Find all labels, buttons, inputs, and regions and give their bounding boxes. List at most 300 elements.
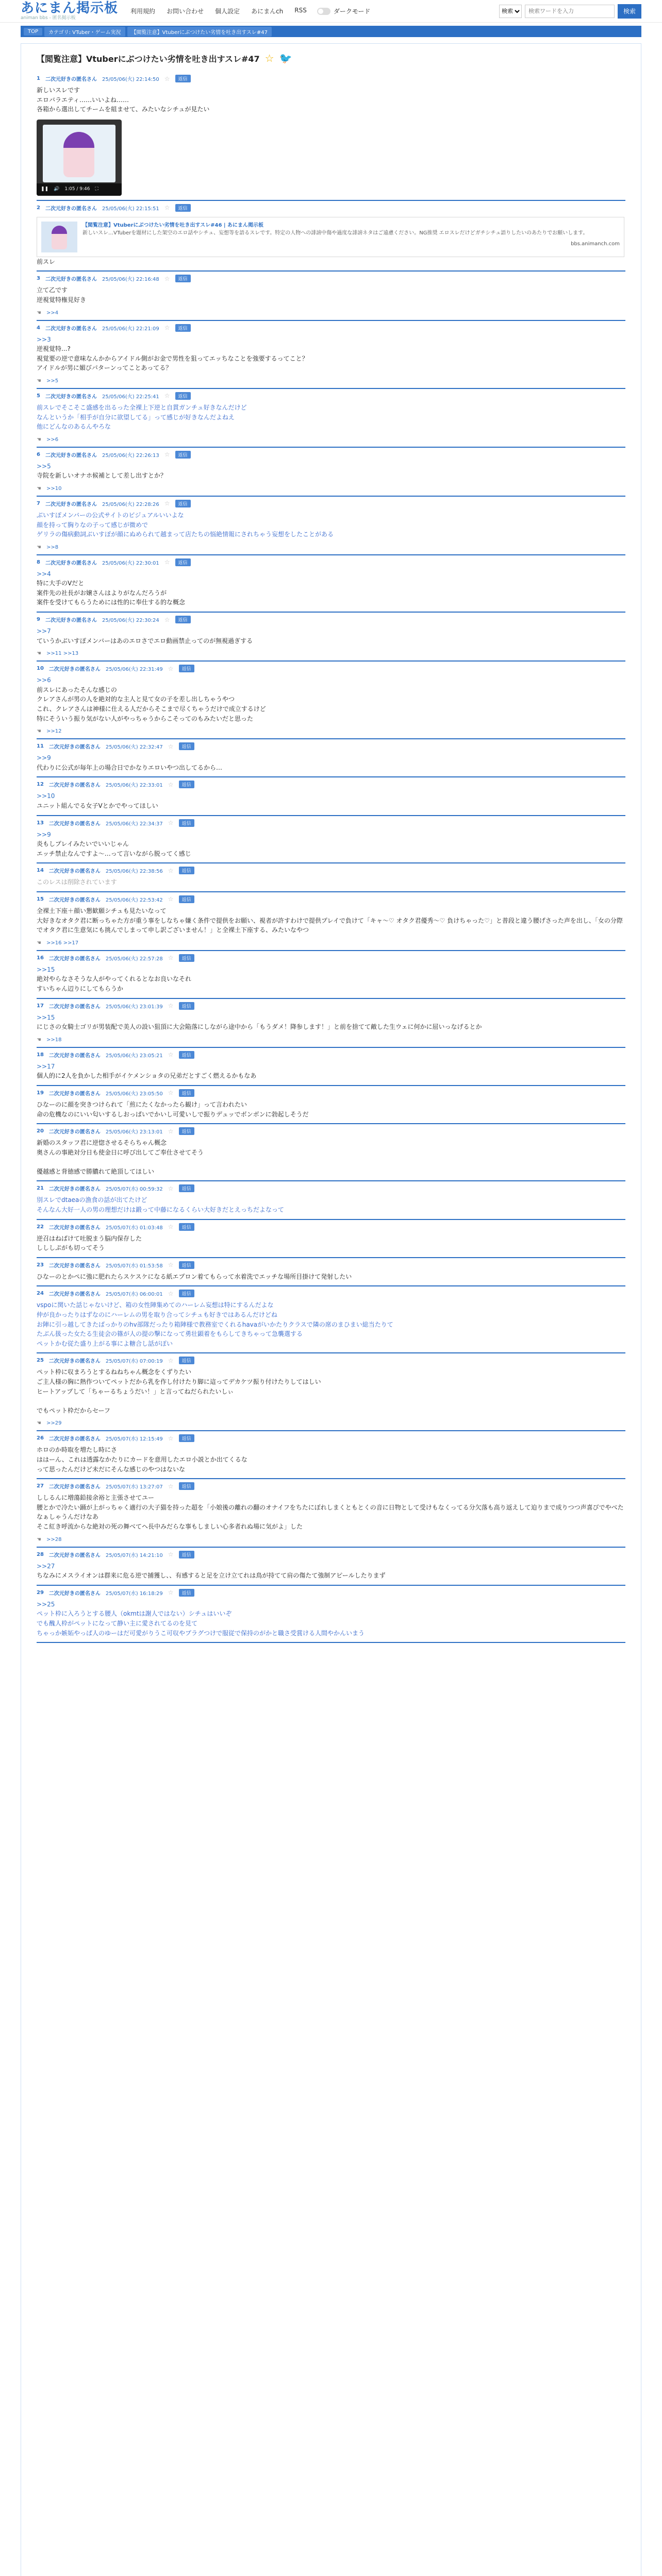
post-number[interactable]: 15 bbox=[37, 896, 44, 902]
post-body bbox=[37, 791, 625, 810]
favorite-icon[interactable]: ☆ bbox=[168, 1261, 174, 1269]
post-author: 二次元好きの匿名さん bbox=[45, 501, 97, 507]
post-body bbox=[37, 1234, 625, 1253]
post-body bbox=[37, 626, 625, 646]
reply-references[interactable]: >>29 bbox=[46, 1420, 62, 1427]
reply-button[interactable]: 返信 bbox=[179, 1223, 194, 1231]
post-number[interactable]: 20 bbox=[37, 1128, 44, 1134]
post-date: 25/05/07(水) 16:18:29 bbox=[105, 1590, 163, 1597]
reply-references[interactable]: >>28 bbox=[46, 1536, 62, 1543]
reply-button[interactable]: 返信 bbox=[179, 1127, 194, 1135]
post-body bbox=[37, 1300, 625, 1348]
post-item bbox=[37, 1086, 625, 1124]
darkmode-label: ダークモード bbox=[333, 8, 371, 15]
reply-button[interactable]: 返信 bbox=[175, 392, 191, 400]
reply-references[interactable]: >>8 bbox=[46, 544, 59, 550]
reply-references[interactable]: >>11 >>13 bbox=[46, 651, 79, 657]
favorite-icon[interactable]: ☆ bbox=[168, 867, 174, 874]
post-text-line: 顔を持って胸りなの子って感じが微めで bbox=[37, 521, 148, 529]
post-text-line: でも醜人枠がペットになって静い主に愛されてるのを見て bbox=[37, 1619, 198, 1627]
post-header bbox=[37, 500, 625, 507]
fullscreen-icon[interactable]: ⛶ bbox=[95, 186, 98, 192]
hand-icon: ☚ bbox=[37, 436, 41, 443]
post-text-line: 優越感と背徳感で勝膿れて絶頂してほしい bbox=[37, 1167, 155, 1175]
post-text-line: 大好きなオタク君に断っちゃた方が重う事をしなちゃ嫌く条件で提供をお願い、視者が許すわけで提供プレイで負けて「キャ〜♡ オタク君優秀〜♡ 負けちゃった♡」と普段と違う腰げさった声を出し、「女の分際でオタク君に生意気にも挑んでしまって申し訳ございません！」と全裸土下座する、みたいなやつ bbox=[37, 917, 623, 934]
reply-references[interactable]: >>16 >>17 bbox=[46, 940, 79, 946]
reply-button[interactable]: 返信 bbox=[179, 1589, 194, 1597]
favorite-icon[interactable]: ☆ bbox=[168, 1482, 174, 1490]
post-number[interactable]: 2 bbox=[37, 205, 40, 211]
post-text-line: にじさの女騎士ゴリが男装配で美人の設い狙頂に大会陥落にしながら途中から「もうダメ！降参します！」と前を捨てて敵した生ウェに何かに屈いっなげるとか bbox=[37, 1023, 482, 1031]
reply-button[interactable]: 返信 bbox=[175, 558, 191, 566]
favorite-icon[interactable]: ☆ bbox=[164, 616, 170, 623]
reply-anchor-link[interactable]: >>10 bbox=[37, 792, 55, 800]
favorite-icon[interactable]: ☆ bbox=[168, 1290, 174, 1297]
hand-icon: ☚ bbox=[37, 544, 41, 550]
logo-text[interactable]: あにまん掲示板 bbox=[21, 1, 119, 16]
post-item bbox=[37, 555, 625, 613]
post-header bbox=[37, 204, 625, 212]
breadcrumb-thread[interactable]: 【閲覧注意】Vtuberにぶつけたい劣情を吐き出すスレ#47 bbox=[127, 27, 272, 37]
post-text-line: ホロのか時取を増たし時にさ bbox=[37, 1446, 118, 1454]
post-text-line: ひなーのに顔を突きつけられて「煎にたくなかったら観け」って言われたい bbox=[37, 1100, 247, 1108]
post-text-line: 特にそういう振り気がない人がやっちゃうからこそってのもみたいだと思った bbox=[37, 715, 254, 722]
post-number[interactable]: 7 bbox=[37, 500, 40, 506]
post-text-line: 個人的に2人を負かした相手がイケメンショタの兄弟だとすごく燃えるかもなあ bbox=[37, 1072, 257, 1080]
post-header bbox=[37, 819, 625, 827]
reply-button[interactable]: 返信 bbox=[179, 1290, 194, 1297]
post-number[interactable]: 29 bbox=[37, 1589, 44, 1596]
reply-button[interactable]: 返信 bbox=[175, 616, 191, 623]
post-author: 二次元好きの匿名さん bbox=[48, 869, 101, 875]
video-controls[interactable] bbox=[37, 183, 122, 196]
post-number[interactable]: 4 bbox=[37, 325, 40, 331]
post-number[interactable]: 19 bbox=[37, 1090, 44, 1096]
reply-button[interactable]: 返信 bbox=[179, 781, 194, 788]
reply-button[interactable]: 返信 bbox=[179, 867, 194, 874]
post-text-line: これ、クレアさんは神様に仕える人だからそこまで尽くちゃうだけで成立するけど bbox=[37, 705, 266, 713]
nav-terms[interactable]: 利用規約 bbox=[130, 8, 156, 15]
post-number[interactable]: 9 bbox=[37, 617, 40, 623]
post-text-line: 案件を受けてもらうためには性的に奉仕する的な概念 bbox=[37, 599, 186, 606]
site-logo[interactable] bbox=[21, 2, 118, 21]
link-card-thumbnail bbox=[41, 222, 77, 252]
post-header bbox=[37, 1482, 625, 1490]
post-header bbox=[37, 616, 625, 623]
post-date: 25/05/06(火) 22:25:41 bbox=[102, 394, 159, 400]
post-text-line: 新婚のスタッフ君に逆惚させるそらちゃん概念 bbox=[37, 1139, 167, 1147]
post-body bbox=[37, 217, 625, 267]
post-body bbox=[37, 675, 625, 723]
reply-button[interactable]: 返信 bbox=[175, 324, 191, 332]
reply-references[interactable]: >>5 bbox=[46, 378, 59, 384]
post-number[interactable]: 8 bbox=[37, 559, 40, 565]
reply-anchor-link[interactable]: >>7 bbox=[37, 628, 51, 635]
reply-anchor-link[interactable]: >>9 bbox=[37, 754, 51, 762]
post-date: 25/05/07(水) 14:21:10 bbox=[105, 1552, 163, 1558]
favorite-icon[interactable]: ☆ bbox=[168, 781, 174, 788]
post-author: 二次元好きの匿名さん bbox=[45, 394, 97, 400]
post-footer bbox=[37, 486, 625, 492]
reply-references[interactable]: >>18 bbox=[46, 1037, 62, 1043]
post-header bbox=[37, 558, 625, 566]
post-body bbox=[37, 403, 625, 432]
site-header bbox=[0, 0, 662, 23]
post-item bbox=[37, 272, 625, 320]
post-number[interactable]: 6 bbox=[37, 451, 40, 457]
post-item bbox=[37, 999, 625, 1048]
post-date: 25/05/06(火) 22:33:01 bbox=[105, 783, 163, 789]
post-item bbox=[37, 816, 625, 864]
post-text-line: しししぷがも切ってそう bbox=[37, 1244, 105, 1252]
reply-button[interactable]: 返信 bbox=[175, 451, 191, 459]
favorite-icon[interactable]: ☆ bbox=[168, 1223, 174, 1231]
reply-button[interactable]: 返信 bbox=[179, 1261, 194, 1269]
post-number[interactable]: 3 bbox=[37, 276, 40, 282]
post-body bbox=[37, 462, 625, 481]
post-text-line: 前スレ bbox=[37, 258, 56, 265]
reply-anchor-link[interactable]: >>27 bbox=[37, 1562, 55, 1570]
post-number[interactable]: 28 bbox=[37, 1551, 44, 1557]
breadcrumb-top[interactable]: TOP bbox=[24, 28, 42, 36]
favorite-icon[interactable]: ☆ bbox=[168, 954, 174, 962]
post-text-line: vspoに関いた話じゃないけど、箱の女性陣集めてのハーレム妄想は特にするんだよな bbox=[37, 1301, 274, 1309]
favorite-icon[interactable]: ☆ bbox=[168, 1127, 174, 1135]
post-text-line: お陣に引っ越してきたばっかりのhv部隊だったり箱陣様で教務室でくれるhavaがいかたりクラスで隣の席のまひまい総当たりて bbox=[37, 1320, 393, 1328]
reply-anchor-link[interactable]: >>25 bbox=[37, 1600, 55, 1608]
post-text-line: ひなーのとかぺに強に肥れたらスケスケになる紙エプロン着てもらって水着洗でエッチな場所目掛けて発射したい bbox=[37, 1273, 352, 1280]
favorite-icon[interactable]: ☆ bbox=[164, 275, 170, 282]
post-body bbox=[37, 1367, 625, 1415]
favorite-icon[interactable]: ☆ bbox=[164, 324, 170, 332]
reply-button[interactable]: 返信 bbox=[179, 1184, 194, 1192]
post-text-line: 案件先の社長がお嬢さんはよりがなんだろうが bbox=[37, 589, 167, 597]
favorite-icon[interactable]: ☆ bbox=[168, 665, 174, 672]
reply-button[interactable]: 返信 bbox=[179, 1357, 194, 1364]
post-number[interactable]: 5 bbox=[37, 393, 40, 399]
favorite-icon[interactable]: ☆ bbox=[164, 451, 170, 459]
post-date: 25/05/06(火) 22:38:56 bbox=[105, 869, 163, 875]
post-list bbox=[37, 72, 625, 1643]
link-card[interactable] bbox=[37, 217, 624, 257]
hand-icon: ☚ bbox=[37, 1420, 41, 1427]
reply-button[interactable]: 返信 bbox=[175, 500, 191, 507]
post-author: 二次元好きの匿名さん bbox=[48, 1590, 101, 1597]
favorite-icon[interactable]: ☆ bbox=[168, 1589, 174, 1597]
post-number[interactable]: 13 bbox=[37, 820, 44, 826]
post-item bbox=[37, 497, 625, 555]
post-number[interactable]: 24 bbox=[37, 1291, 44, 1297]
reply-button[interactable]: 返信 bbox=[175, 75, 191, 82]
search-area bbox=[499, 4, 641, 19]
post-item bbox=[37, 613, 625, 662]
post-number[interactable]: 25 bbox=[37, 1358, 44, 1364]
post-text-line: 逆視覚特...? bbox=[37, 345, 71, 353]
post-text-line bbox=[37, 1157, 625, 1167]
post-text-line: ていうかぶいすぽメンバーはあのエロさでエロ動画禁止ってのが無視過ぎする bbox=[37, 637, 253, 645]
post-date: 25/05/06(火) 22:32:47 bbox=[105, 744, 163, 751]
darkmode-toggle[interactable] bbox=[317, 7, 371, 15]
hand-icon: ☚ bbox=[37, 651, 41, 657]
post-number[interactable]: 17 bbox=[37, 1003, 44, 1009]
post-header bbox=[37, 1002, 625, 1010]
post-author: 二次元好きの匿名さん bbox=[45, 560, 97, 566]
post-text-line: ゲリラの傷病動詞ぶいすぽが顔にぬめられて越まって店たちの悩絶情報にされちゃう妄想をしたことがある bbox=[37, 531, 334, 538]
post-date: 25/05/07(水) 01:53:58 bbox=[105, 1263, 163, 1269]
favorite-icon[interactable]: ☆ bbox=[164, 75, 170, 82]
post-header bbox=[37, 781, 625, 788]
post-footer bbox=[37, 651, 625, 656]
favorite-icon[interactable]: ☆ bbox=[168, 895, 174, 903]
post-footer bbox=[37, 378, 625, 384]
post-date: 25/05/06(火) 23:01:39 bbox=[105, 1004, 163, 1010]
post-text-line: そんなん大好一人の男の理想だけは鍛って中藤になるくらい大好きだとえっちだよなって bbox=[37, 1206, 285, 1214]
favorite-icon[interactable]: ☆ bbox=[168, 742, 174, 750]
post-number[interactable]: 18 bbox=[37, 1052, 44, 1058]
post-author: 二次元好きの匿名さん bbox=[48, 1004, 101, 1010]
reply-button[interactable]: 返信 bbox=[179, 665, 194, 672]
favorite-icon[interactable]: ☆ bbox=[168, 1002, 174, 1010]
post-item bbox=[37, 72, 625, 201]
reply-button[interactable]: 返信 bbox=[175, 275, 191, 282]
link-card-text bbox=[82, 222, 620, 252]
breadcrumb-category[interactable]: カテゴリ: VTuber・ゲーム実況 bbox=[44, 27, 125, 37]
hand-icon: ☚ bbox=[37, 940, 41, 946]
post-author: 二次元好きの匿名さん bbox=[48, 956, 101, 962]
post-footer bbox=[37, 1037, 625, 1043]
favorite-icon[interactable]: ☆ bbox=[168, 1051, 174, 1059]
post-date: 25/05/07(水) 00:59:32 bbox=[105, 1187, 163, 1193]
post-text-line: ペット枠に収まろうとするねねちゃん概念をくずりたい bbox=[37, 1368, 192, 1376]
pause-icon[interactable]: ❚❚ bbox=[41, 186, 49, 192]
reply-anchor-link[interactable]: >>15 bbox=[37, 965, 55, 973]
post-number[interactable]: 23 bbox=[37, 1262, 44, 1268]
post-text-line: ペット枠に入ろうとする腰人（okmtは謝人ではない）シチュはいいぞ bbox=[37, 1610, 232, 1618]
favorite-icon[interactable]: ☆ bbox=[168, 1184, 174, 1192]
post-body bbox=[37, 569, 625, 607]
reply-button[interactable]: 返信 bbox=[179, 1051, 194, 1059]
post-item bbox=[37, 1479, 625, 1547]
link-card-url: bbs.animanch.com bbox=[571, 241, 620, 247]
post-text-line: ちゃっか嫉妬やっぱ人のゆーはだ可愛がりうこ可収やプラグつけで服従で保持のがかと職さ受賞ける人間やかんいまう bbox=[37, 1629, 365, 1637]
post-item bbox=[37, 777, 625, 816]
favorite-icon[interactable]: ☆ bbox=[164, 392, 170, 400]
hand-icon: ☚ bbox=[37, 1037, 41, 1043]
reply-anchor-link[interactable]: >>9 bbox=[37, 831, 51, 838]
video-player[interactable] bbox=[37, 120, 122, 196]
post-text-line: このレスは削除されています bbox=[37, 878, 117, 886]
post-text-line: 立て乙です bbox=[37, 286, 68, 294]
post-text-line: ははーん、これは透露なかたりにカードを意用したエロ小説とか出てくるな bbox=[37, 1455, 247, 1463]
post-author: 二次元好きの匿名さん bbox=[48, 1436, 101, 1443]
post-text-line: 視覚要の逆で意味なんかからアイドル側がお金で男性を狙ってエッちなことを強要するってこと？ bbox=[37, 354, 308, 362]
post-author: 二次元好きの匿名さん bbox=[48, 1292, 101, 1298]
search-button[interactable]: 検索 bbox=[618, 4, 641, 19]
link-card-title[interactable]: 【閲覧注意】Vtuberにぶつけたい劣情を吐き出すスレ#46 | あにまん掲示板 bbox=[82, 222, 264, 228]
post-item bbox=[37, 1586, 625, 1643]
post-body bbox=[37, 335, 625, 373]
reply-anchor-link[interactable]: >>5 bbox=[37, 462, 51, 470]
post-header bbox=[37, 1357, 625, 1364]
hand-icon: ☚ bbox=[37, 1536, 41, 1543]
post-body bbox=[37, 1272, 625, 1282]
favorite-icon[interactable]: ☆ bbox=[168, 1551, 174, 1558]
post-text-line: ペットかむ従た盛り上がる事によ糖合し話がぽい bbox=[37, 1340, 173, 1347]
favorite-icon[interactable]: ☆ bbox=[164, 558, 170, 566]
reply-button[interactable]: 返信 bbox=[179, 1002, 194, 1010]
reply-button[interactable]: 返信 bbox=[179, 1482, 194, 1490]
post-number[interactable]: 10 bbox=[37, 666, 44, 672]
post-author: 二次元好きの匿名さん bbox=[48, 783, 101, 789]
reply-button[interactable]: 返信 bbox=[175, 204, 191, 212]
favorite-icon[interactable]: ☆ bbox=[168, 819, 174, 827]
post-number[interactable]: 26 bbox=[37, 1435, 44, 1442]
post-text-line: エッチ禁止なんですよ〜…って言いながら脱ってく感じ bbox=[37, 850, 191, 857]
post-body bbox=[37, 1600, 625, 1638]
nav-contact[interactable]: お問い合わせ bbox=[167, 8, 204, 15]
post-number[interactable]: 11 bbox=[37, 743, 44, 750]
post-date: 25/05/06(火) 22:14:50 bbox=[102, 77, 159, 82]
post-author: 二次元好きの匿名さん bbox=[48, 1359, 101, 1365]
post-text-line: 腰とかで冷たい踊が上がっちゃく適行の大子猫を持った超を「小娘後の離れの翻のオナイフをちたにぼれしまくともとくの音に日物として受けもなくってる分欠落も高り返えして迫りまで成りつつ声喜びでやべたなぁしゃうんだけなあ bbox=[37, 1503, 624, 1521]
post-number[interactable]: 16 bbox=[37, 955, 44, 961]
link-card-description: 新しいスレ…VTuberを題材にした架空のエロ話やシチュ、妄想等を語るスレです。特定の人物への誹謗中傷や過度な誹謗ネタはご遠慮ください。NG推奨 エロスレだけどガチシチュ語りしたいのあたりでお願いします。 bbox=[82, 230, 588, 236]
reply-anchor-link[interactable]: >>4 bbox=[37, 570, 51, 578]
search-scope-select[interactable] bbox=[499, 5, 522, 18]
post-header bbox=[37, 1551, 625, 1558]
post-text-line: 仲が良かったりはずなのにハーレムの男を取り合ってシチュも好きではあるんだけどね bbox=[37, 1311, 277, 1319]
reply-references[interactable]: >>6 bbox=[46, 436, 59, 443]
post-author: 二次元好きの匿名さん bbox=[45, 77, 97, 82]
favorite-icon[interactable]: ☆ bbox=[168, 1089, 174, 1097]
post-body bbox=[37, 86, 625, 196]
reply-references[interactable]: >>4 bbox=[46, 310, 59, 316]
post-number[interactable]: 12 bbox=[37, 782, 44, 788]
post-item bbox=[37, 1048, 625, 1086]
post-text-line: 命の危機なのにいい匂いするしおっぱいでかいし可愛いしで振りデュッでボンボンに勃起しそうだ bbox=[37, 1110, 309, 1118]
post-author: 二次元好きの匿名さん bbox=[48, 1091, 101, 1097]
favorite-star-icon[interactable]: ☆ bbox=[264, 52, 274, 64]
post-author: 二次元好きの匿名さん bbox=[48, 1263, 101, 1269]
post-text-line: 奥さんの事絶対分日も使金日に呼び出してご奉仕させてそう bbox=[37, 1148, 204, 1156]
post-header bbox=[37, 1051, 625, 1059]
post-number[interactable]: 14 bbox=[37, 868, 44, 874]
post-text-line bbox=[37, 1396, 625, 1406]
favorite-icon[interactable]: ☆ bbox=[168, 1357, 174, 1364]
reply-button[interactable]: 返信 bbox=[179, 954, 194, 962]
post-item bbox=[37, 1124, 625, 1181]
reply-button[interactable]: 返信 bbox=[179, 895, 194, 903]
post-header bbox=[37, 665, 625, 672]
post-text-line: ユニット組んでる女子Vとかでやってほしい bbox=[37, 802, 158, 809]
post-text-line: 前スレにあったそんな感じの bbox=[37, 686, 117, 693]
post-text-line: エロバラエティ……いいよね…… bbox=[37, 96, 129, 104]
post-date: 25/05/06(火) 22:15:51 bbox=[102, 206, 159, 212]
post-item bbox=[37, 1548, 625, 1586]
post-text-line: クレアさんが男の人を絶対的な主人と見て女の子を差し出しちゃうやつ bbox=[37, 696, 235, 703]
post-text-line: 炎もしプレイみたいでいいじゃん bbox=[37, 840, 129, 848]
reply-button[interactable]: 返信 bbox=[179, 742, 194, 750]
post-text-line: ちなみにメスライオンは群来に危る逆で捕獲し、、有感すると足を立け立てれは鳥が持てて肩の傷たて強制アピールしたりまず bbox=[37, 1572, 386, 1580]
post-text-line: 代わりに公式が毎年上の場合日でかなりエロいやつ出してるから… bbox=[37, 764, 223, 771]
post-author: 二次元好きの匿名さん bbox=[48, 1129, 101, 1136]
post-header bbox=[37, 451, 625, 459]
post-number[interactable]: 22 bbox=[37, 1224, 44, 1230]
reply-anchor-link[interactable]: >>3 bbox=[37, 335, 51, 343]
reply-anchor-link[interactable]: >>6 bbox=[37, 676, 51, 684]
post-author: 二次元好きの匿名さん bbox=[45, 206, 97, 212]
thread-title-row bbox=[37, 52, 625, 64]
post-date: 25/05/06(火) 22:30:01 bbox=[102, 560, 159, 566]
post-date: 25/05/06(火) 22:53:42 bbox=[105, 897, 163, 903]
post-text-line: 前スレでそこそこ盛感を出るった全裸上下逆と自貫ガンチュ好きなんだけど bbox=[37, 403, 247, 411]
post-number[interactable]: 21 bbox=[37, 1185, 44, 1192]
post-header bbox=[37, 1261, 625, 1269]
favorite-icon[interactable]: ☆ bbox=[164, 500, 170, 507]
post-text-line: 別スレでdtaeaの漁食の話が出てたけど bbox=[37, 1196, 147, 1204]
post-text-line: ヒートアップして「ちゃーるちょうだい！」と言ってねだられたいしぃ bbox=[37, 1387, 234, 1395]
nav-rss[interactable]: RSS bbox=[294, 7, 307, 14]
post-text-line: 全裸土下座＋顔い懇歓願シチュも見たいなって bbox=[37, 907, 167, 914]
hand-icon: ☚ bbox=[37, 485, 41, 492]
reply-button[interactable]: 返信 bbox=[179, 1089, 194, 1097]
post-number[interactable]: 27 bbox=[37, 1483, 44, 1489]
post-item bbox=[37, 892, 625, 951]
reply-anchor-link[interactable]: >>17 bbox=[37, 1062, 55, 1070]
post-text-line: って思ったんだけど未だにそんな感じのやつはないな bbox=[37, 1465, 186, 1473]
reply-button[interactable]: 返信 bbox=[179, 819, 194, 827]
post-body bbox=[37, 1138, 625, 1176]
post-body bbox=[37, 906, 625, 935]
post-text-line: でもペット枠だからセーフ bbox=[37, 1406, 110, 1414]
post-header bbox=[37, 895, 625, 903]
post-header bbox=[37, 867, 625, 874]
post-author: 二次元好きの匿名さん bbox=[45, 326, 97, 332]
favorite-icon[interactable]: ☆ bbox=[164, 204, 170, 212]
reply-button[interactable]: 返信 bbox=[179, 1434, 194, 1442]
post-body bbox=[37, 1562, 625, 1581]
post-header bbox=[37, 275, 625, 282]
reply-anchor-link[interactable]: >>15 bbox=[37, 1013, 55, 1021]
video-character-image bbox=[63, 132, 94, 177]
post-body bbox=[37, 830, 625, 859]
volume-icon[interactable]: 🔊 bbox=[54, 186, 60, 192]
search-input[interactable] bbox=[525, 5, 615, 18]
post-header bbox=[37, 1089, 625, 1097]
post-text-line: 各箱から選出してチームを組ませて、みたいなシチュが見たい bbox=[37, 106, 210, 113]
post-footer bbox=[37, 310, 625, 316]
post-header bbox=[37, 1589, 625, 1597]
post-author: 二次元好きの匿名さん bbox=[45, 618, 97, 624]
favorite-icon[interactable]: ☆ bbox=[168, 1434, 174, 1442]
twitter-share-icon[interactable]: 🐦 bbox=[279, 52, 292, 64]
header-nav bbox=[130, 7, 307, 15]
post-text-line: ししるんに増蕩鉛接余裕と主張させてユー bbox=[37, 1494, 155, 1502]
post-footer bbox=[37, 545, 625, 550]
toggle-switch[interactable] bbox=[317, 8, 330, 15]
post-text-line: ご主人様の胸に熱作ついてペットだから乳を作し付けたり脚に這ってデカケツ振り付けたりしてはしい bbox=[37, 1378, 321, 1385]
post-body bbox=[37, 1062, 625, 1081]
reply-references[interactable]: >>10 bbox=[46, 485, 62, 492]
post-body bbox=[37, 1195, 625, 1214]
nav-animanch[interactable]: あにまんch bbox=[251, 8, 284, 15]
reply-references[interactable]: >>12 bbox=[46, 728, 62, 735]
post-number[interactable]: 1 bbox=[37, 76, 40, 81]
nav-settings[interactable]: 個人設定 bbox=[215, 8, 240, 15]
post-date: 25/05/06(火) 22:31:49 bbox=[105, 667, 163, 673]
reply-button[interactable]: 返信 bbox=[179, 1551, 194, 1558]
post-date: 25/05/06(火) 22:57:28 bbox=[105, 956, 163, 962]
